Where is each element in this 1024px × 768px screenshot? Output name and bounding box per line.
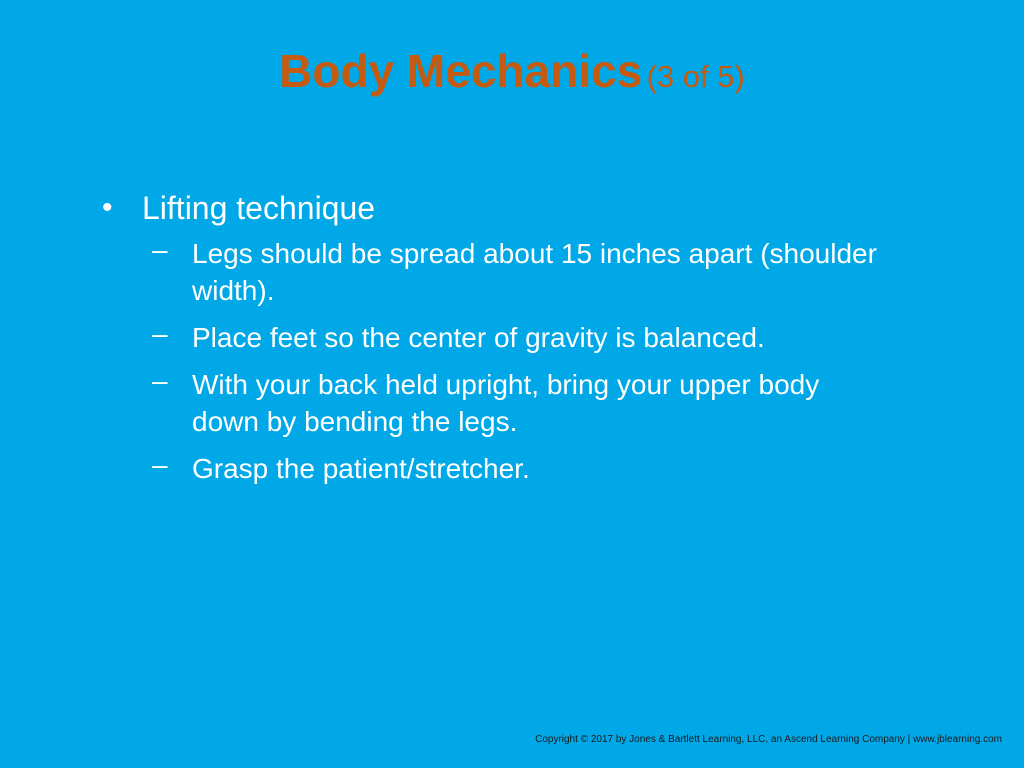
sub-bullet-text: Place feet so the center of gravity is balanced. [192,322,765,353]
sub-bullet-text: With your back held upright, bring your upper body down by bending the legs. [192,369,820,437]
sub-bullet-item [100,450,892,487]
dash-icon: – [152,234,168,265]
title-main: Body Mechanics [279,45,643,97]
sub-bullet-item [100,366,892,440]
bullet-text: Lifting technique [142,190,376,226]
dash-icon: – [152,318,168,349]
title-page-indicator: (3 of 5) [646,59,745,94]
copyright-footer: Copyright © 2017 by Jones & Bartlett Learning, LLC, an Ascend Learning Company | www.jblearning.com [535,734,1002,745]
dash-icon: – [152,365,168,396]
slide-title [0,44,1024,98]
slide-content [100,186,980,497]
sub-bullet-list [100,235,980,487]
sub-bullet-text: Grasp the patient/stretcher. [192,453,530,484]
bullet-dot-icon: • [102,191,113,224]
bullet-item [100,186,980,230]
sub-bullet-item [100,319,892,356]
sub-bullet-item [100,235,892,309]
sub-bullet-text: Legs should be spread about 15 inches apart (shoulder width). [192,238,877,306]
dash-icon: – [152,449,168,480]
